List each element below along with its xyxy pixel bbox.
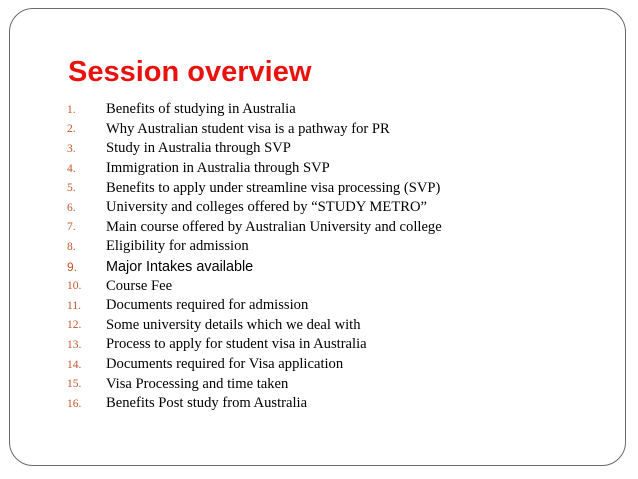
session-overview-list bbox=[67, 100, 442, 414]
item-number: 7. bbox=[67, 221, 76, 234]
item-number: 4. bbox=[67, 162, 76, 175]
list-item bbox=[67, 394, 442, 414]
list-item bbox=[67, 335, 442, 355]
list-item bbox=[67, 316, 442, 336]
item-text: Main course offered by Australian University and college bbox=[106, 218, 442, 235]
item-text: Benefits of studying in Australia bbox=[106, 101, 296, 118]
list-item bbox=[67, 198, 442, 218]
item-text: Benefits to apply under streamline visa processing (SVP) bbox=[106, 179, 441, 196]
item-number: 3. bbox=[67, 142, 76, 155]
item-text: Why Australian student visa is a pathway for PR bbox=[106, 120, 390, 137]
item-number: 9. bbox=[67, 259, 78, 274]
list-item bbox=[67, 374, 442, 394]
list-item bbox=[67, 257, 442, 277]
item-text: Documents required for Visa application bbox=[106, 356, 344, 373]
item-text: Some university details which we deal with bbox=[106, 316, 361, 333]
item-text: Major Intakes available bbox=[106, 258, 254, 275]
item-text: Study in Australia through SVP bbox=[106, 140, 291, 157]
item-number: 1. bbox=[67, 103, 76, 116]
item-number: 12. bbox=[67, 319, 82, 332]
list-item bbox=[67, 159, 442, 179]
list-item bbox=[67, 120, 442, 140]
item-text: Immigration in Australia through SVP bbox=[106, 160, 330, 177]
item-number: 13. bbox=[67, 338, 82, 351]
item-text: Process to apply for student visa in Australia bbox=[106, 336, 367, 353]
list-item bbox=[67, 218, 442, 238]
item-number: 14. bbox=[67, 358, 82, 371]
item-number: 16. bbox=[67, 397, 82, 410]
list-item bbox=[67, 100, 442, 120]
item-number: 5. bbox=[67, 182, 76, 195]
item-text: University and colleges offered by “STUDY METRO” bbox=[106, 199, 427, 216]
item-number: 10. bbox=[67, 280, 82, 293]
list-item bbox=[67, 276, 442, 296]
list-item bbox=[67, 237, 442, 257]
list-item bbox=[67, 355, 442, 375]
item-text: Course Fee bbox=[106, 277, 173, 294]
item-text: Documents required for admission bbox=[106, 297, 309, 314]
item-number: 11. bbox=[67, 299, 81, 312]
item-number: 15. bbox=[67, 378, 82, 391]
list-item bbox=[67, 139, 442, 159]
list-item bbox=[67, 178, 442, 198]
item-number: 8. bbox=[67, 240, 76, 253]
item-number: 2. bbox=[67, 123, 76, 136]
item-text: Benefits Post study from Australia bbox=[106, 395, 308, 412]
item-text: Eligibility for admission bbox=[106, 238, 249, 255]
slide-title: Session overview bbox=[68, 56, 312, 88]
item-text: Visa Processing and time taken bbox=[106, 375, 289, 392]
item-number: 6. bbox=[67, 201, 76, 214]
list-item bbox=[67, 296, 442, 316]
